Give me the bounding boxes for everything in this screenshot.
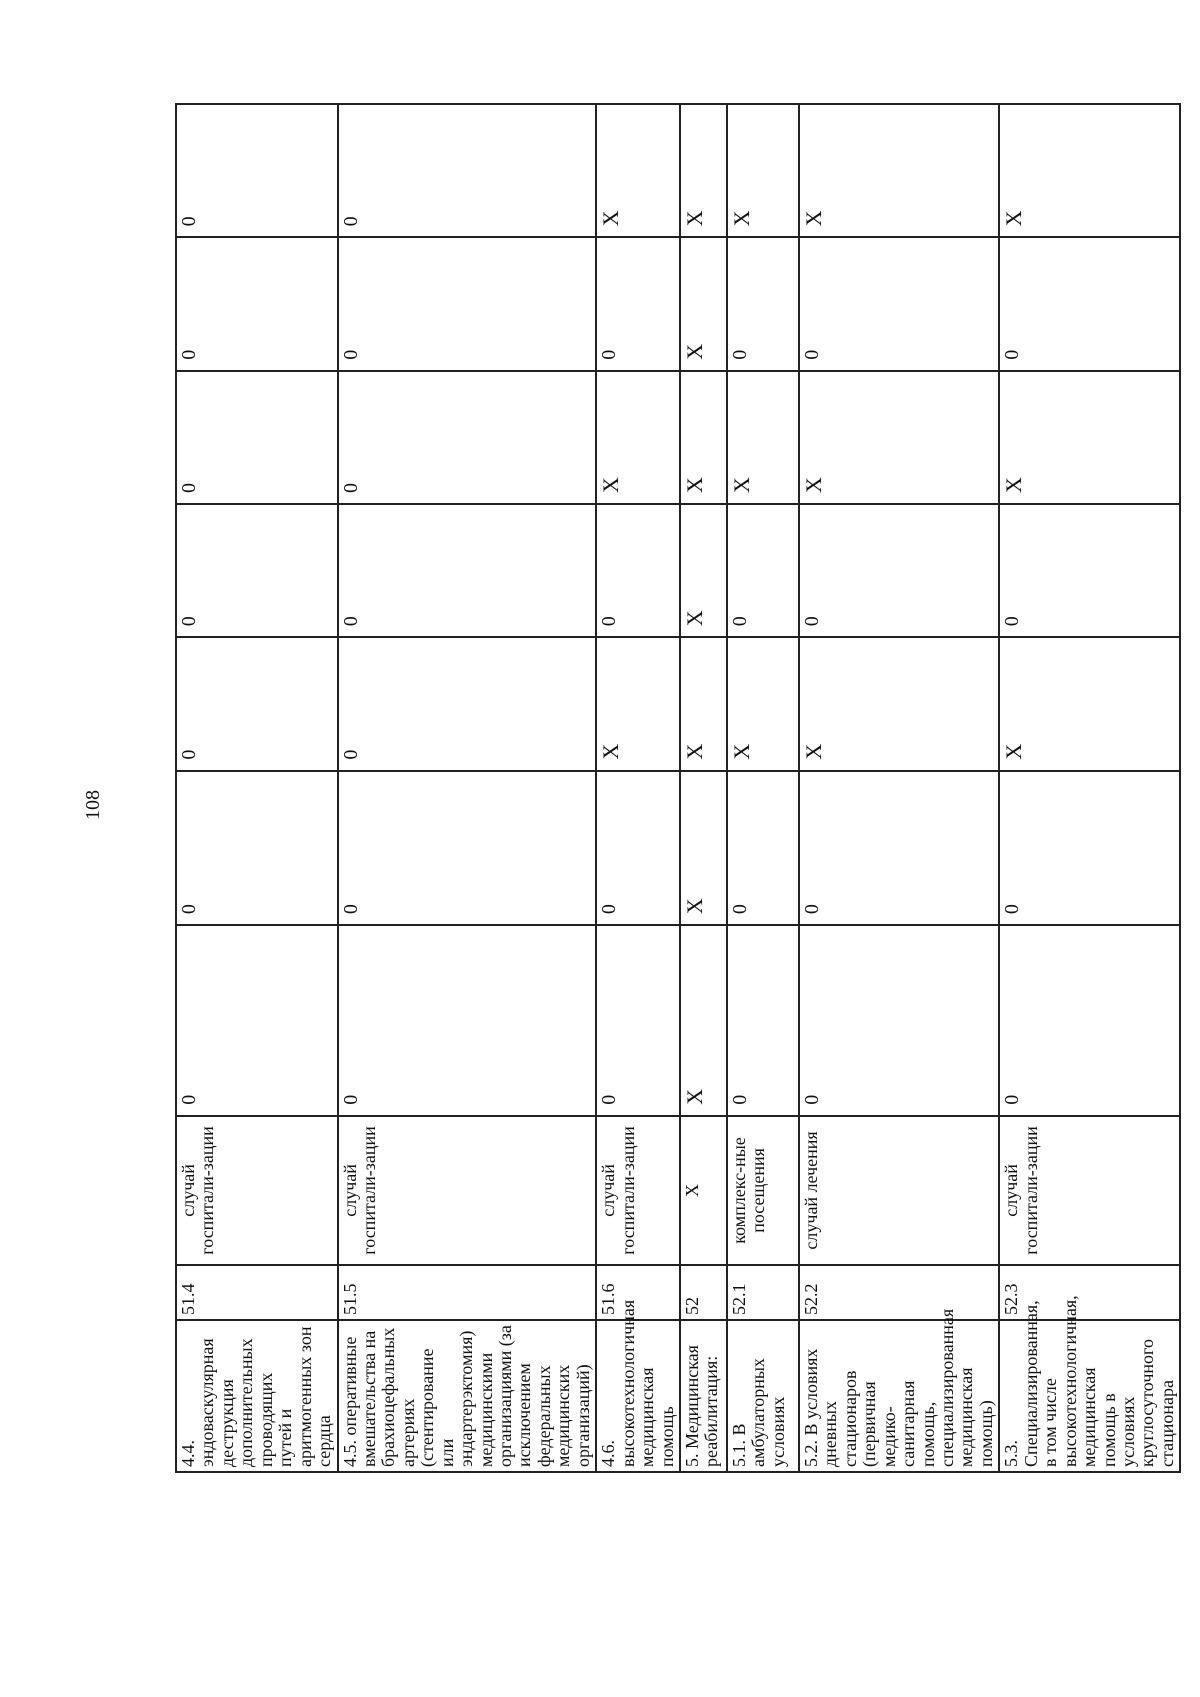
value-cell: 0 bbox=[799, 925, 999, 1116]
value-cell: X bbox=[727, 371, 799, 504]
unit-cell: случай госпитали-зации bbox=[999, 1116, 1180, 1266]
value-cell: 0 bbox=[999, 925, 1180, 1116]
value-cell: X bbox=[680, 237, 727, 370]
value-cell: X bbox=[799, 371, 999, 504]
value-cell: X bbox=[680, 104, 727, 237]
value-cell: 0 bbox=[338, 771, 597, 925]
value-cell: X bbox=[999, 371, 1180, 504]
value-cell: 0 bbox=[596, 925, 680, 1116]
indicator-name-cell: 4.6. высокотехнологичная медицинская помощь bbox=[596, 1320, 680, 1472]
indicator-name-cell: 5. Медицинская реабилитация: bbox=[680, 1320, 727, 1472]
indicator-name-cell: 5.1. В амбулаторных условиях bbox=[727, 1320, 799, 1472]
value-cell: 0 bbox=[338, 104, 597, 237]
unit-cell: случай лечения bbox=[799, 1116, 999, 1266]
indicator-name-cell: 4.4. эндоваскулярная деструкция дополнительных проводящих путей и аритмогенных зон сердца bbox=[176, 1320, 338, 1472]
value-cell: 0 bbox=[176, 925, 338, 1116]
row-number-cell: 52.3 bbox=[999, 1265, 1180, 1320]
value-cell: 0 bbox=[727, 504, 799, 637]
value-cell: X bbox=[596, 104, 680, 237]
value-cell: 0 bbox=[596, 237, 680, 370]
value-cell: 0 bbox=[176, 371, 338, 504]
table-row bbox=[727, 104, 799, 1472]
table-row bbox=[999, 104, 1180, 1472]
value-cell: X bbox=[680, 925, 727, 1116]
row-number-cell: 52.2 bbox=[799, 1265, 999, 1320]
value-cell: 0 bbox=[727, 237, 799, 370]
table-row bbox=[680, 104, 727, 1472]
value-cell: 0 bbox=[727, 925, 799, 1116]
value-cell: 0 bbox=[799, 504, 999, 637]
value-cell: X bbox=[999, 104, 1180, 237]
row-number-cell: 51.4 bbox=[176, 1265, 338, 1320]
value-cell: X bbox=[680, 371, 727, 504]
value-cell: 0 bbox=[176, 104, 338, 237]
indicator-name-cell: 4.5. оперативные вмешательства на брахиоцефальных артериях (стентирование или эндартерэктомия) медицинскими организациями (за исключением федеральных медицинских организаций) bbox=[338, 1320, 597, 1472]
value-cell: X bbox=[727, 637, 799, 770]
row-number-cell: 51.5 bbox=[338, 1265, 597, 1320]
value-cell: 0 bbox=[338, 637, 597, 770]
value-cell: 0 bbox=[176, 637, 338, 770]
value-cell: 0 bbox=[596, 771, 680, 925]
value-cell: 0 bbox=[338, 925, 597, 1116]
value-cell: 0 bbox=[176, 237, 338, 370]
indicator-name-cell: 5.3. Специализированная, в том числе высокотехнологичная, медицинская помощь в условиях круглосуточного стационара bbox=[999, 1320, 1180, 1472]
value-cell: 0 bbox=[338, 237, 597, 370]
value-cell: 0 bbox=[596, 504, 680, 637]
table-row bbox=[596, 104, 680, 1472]
value-cell: 0 bbox=[999, 237, 1180, 370]
row-number-cell: 52.1 bbox=[727, 1265, 799, 1320]
page-number: 108 bbox=[82, 790, 104, 820]
rotated-table-container bbox=[175, 103, 1177, 1473]
unit-cell: случай госпитали-зации bbox=[338, 1116, 597, 1266]
value-cell: X bbox=[799, 637, 999, 770]
value-cell: X bbox=[799, 104, 999, 237]
value-cell: 0 bbox=[799, 237, 999, 370]
value-cell: 0 bbox=[999, 504, 1180, 637]
unit-cell: комплекс-ные посещения bbox=[727, 1116, 799, 1266]
row-number-cell: 52 bbox=[680, 1265, 727, 1320]
table-body bbox=[176, 104, 1180, 1472]
table-row bbox=[799, 104, 999, 1472]
value-cell: 0 bbox=[727, 771, 799, 925]
row-number-cell: 51.6 bbox=[596, 1265, 680, 1320]
data-table bbox=[175, 103, 1181, 1473]
value-cell: X bbox=[680, 771, 727, 925]
table-row bbox=[338, 104, 597, 1472]
table-row bbox=[176, 104, 338, 1472]
value-cell: 0 bbox=[338, 504, 597, 637]
value-cell: X bbox=[680, 637, 727, 770]
unit-cell: случай госпитали-зации bbox=[176, 1116, 338, 1266]
value-cell: X bbox=[596, 637, 680, 770]
value-cell: X bbox=[596, 371, 680, 504]
value-cell: 0 bbox=[176, 771, 338, 925]
unit-cell: случай госпитали-зации bbox=[596, 1116, 680, 1266]
value-cell: 0 bbox=[176, 504, 338, 637]
value-cell: 0 bbox=[799, 771, 999, 925]
value-cell: X bbox=[727, 104, 799, 237]
value-cell: X bbox=[999, 637, 1180, 770]
value-cell: X bbox=[680, 504, 727, 637]
value-cell: 0 bbox=[999, 771, 1180, 925]
indicator-name-cell: 5.2. В условиях дневных стационаров (первичная медико-санитарная помощь, специализированная медицинская помощь) bbox=[799, 1320, 999, 1472]
value-cell: 0 bbox=[338, 371, 597, 504]
unit-cell: X bbox=[680, 1116, 727, 1266]
